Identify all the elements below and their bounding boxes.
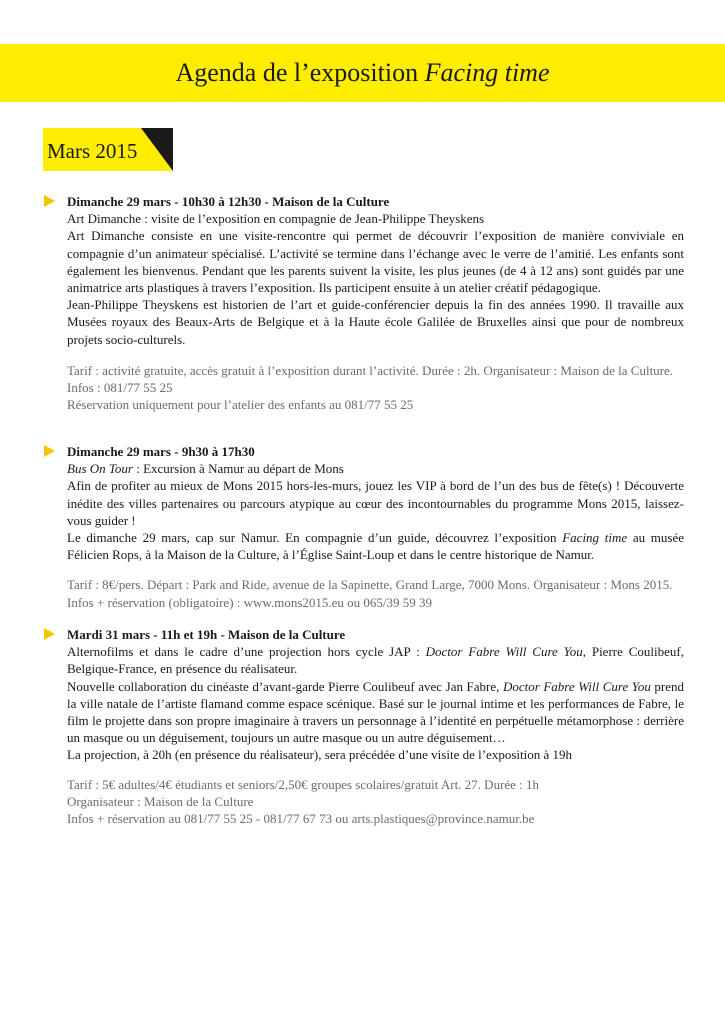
subtitle-rest: : Excursion à Namur au départ de Mons (132, 461, 344, 477)
event-2 (44, 443, 684, 611)
title-italic: Facing time (424, 58, 550, 87)
title-prefix: Agenda de l’exposition (175, 58, 419, 87)
event-text (67, 678, 684, 747)
event-tarif: Tarif : activité gratuite, accès gratuit à l’exposition durant l’activité. Durée : 2h. Organisateur : Maison de la Culture. Infos : 081/77 55 25 (67, 362, 674, 396)
event-text: Afin de profiter au mieux de Mons 2015 hors-les-murs, jouez les VIP à bord de l’un des bus de fête(s) ! Découverte inédite des villes partenaires ou parcours atypique au cœur des incontournables du programme Mons 2015, laissez-vous guider ! (67, 478, 684, 528)
text-italic: Doctor Fabre Will Cure You (425, 644, 583, 660)
header-banner (0, 44, 725, 102)
event-tarif: Organisateur : Maison de la Culture (67, 793, 254, 809)
event-tarif: Tarif : 8€/pers. Départ : Park and Ride, avenue de la Sapinette, Grand Large, 7000 Mons. Organisateur : Mons 2015. Infos + réservation (obligatoire) : www.mons2015.eu ou 065/39 59 39 (67, 577, 673, 610)
event-text: Art Dimanche consiste en une visite-rencontre qui permet de découvrir l’exposition de manière conviviale en compagnie d’un animateur spécialisé. L’activité se termine dans l’échange avec le verre de l’amitié. Les enfants sont également les bienvenus. Pendant que les parents suivent la visite, les plus jeunes (de 4 à 12 ans) sont guidés par une animatrice arts plastiques à travers l’exposition. Ils participent ensuite à un atelier créatif pédagogique. (67, 228, 684, 296)
text-part: , Pierre Coulibeuf, Belgique-France, en présence du réalisateur. (67, 644, 684, 677)
page-title (0, 58, 725, 88)
arrow-icon (44, 628, 55, 640)
text-part: Nouvelle collaboration du cinéaste d’avant-garde Pierre Coulibeuf avec Jan Fabre, (67, 678, 503, 694)
subtitle-italic: Bus On Tour (67, 461, 133, 477)
text-part: prend la ville natale de l’artiste flamand comme espace scénique. Basé sur le journal intime et les performances de Fabre, le film le projette dans son propre imaginaire à travers un personnage à l’identité en perpétuelle métamorphose : derrière un masque ou un déguisement, toujours un autre masque ou un autre déguisement… (67, 678, 684, 746)
event-text: La projection, à 20h (en présence du réalisateur), sera précédée d’une visite de l’exposition à 19h (67, 747, 572, 763)
month-tab-corner (141, 128, 173, 171)
text-part: Alternofilms et dans le cadre d’une projection hors cycle JAP : (67, 644, 426, 660)
event-text: Jean-Philippe Theyskens est historien de l’art et guide-conférencier depuis la fin des années 1990. Il travaille aux Musées royaux des Beaux-Arts de Belgique et à la Haute école Galilée de Bruxelles ainsi que pour de nombreux projets socio-culturels. (67, 297, 684, 347)
text-italic: Facing time (562, 530, 628, 546)
arrow-icon (44, 445, 55, 457)
event-subtitle (67, 460, 684, 477)
text-part: Le dimanche 29 mars, cap sur Namur. En compagnie d’un guide, découvrez l’exposition (67, 530, 563, 546)
event-1 (44, 193, 684, 413)
text-italic: Doctor Fabre Will Cure You (502, 678, 651, 694)
event-text (67, 529, 684, 563)
event-heading: Dimanche 29 mars - 9h30 à 17h30 (67, 444, 255, 459)
event-heading: Dimanche 29 mars - 10h30 à 12h30 - Maison de la Culture (67, 194, 390, 209)
arrow-icon (44, 195, 55, 207)
text-part: au musée Félicien Rops, à la Maison de la Culture, à l’Église Saint-Loup et dans le centre historique de Namur. (67, 530, 684, 563)
event-tarif: Réservation uniquement pour l’atelier des enfants au 081/77 55 25 (67, 397, 414, 413)
event-text: Art Dimanche : visite de l’exposition en compagnie de Jean-Philippe Theyskens (67, 211, 485, 227)
event-tarif: Infos + réservation au 081/77 55 25 - 081/77 67 73 ou arts.plastiques@province.namur.be (67, 811, 535, 827)
event-tarif: Tarif : 5€ adultes/4€ étudiants et seniors/2,50€ groupes scolaires/gratuit Art. 27. Durée : 1h (67, 776, 540, 792)
event-text (67, 643, 684, 677)
month-label: Mars 2015 (47, 139, 138, 163)
event-3 (44, 626, 684, 827)
event-heading: Mardi 31 mars - 11h et 19h - Maison de la Culture (67, 627, 346, 642)
